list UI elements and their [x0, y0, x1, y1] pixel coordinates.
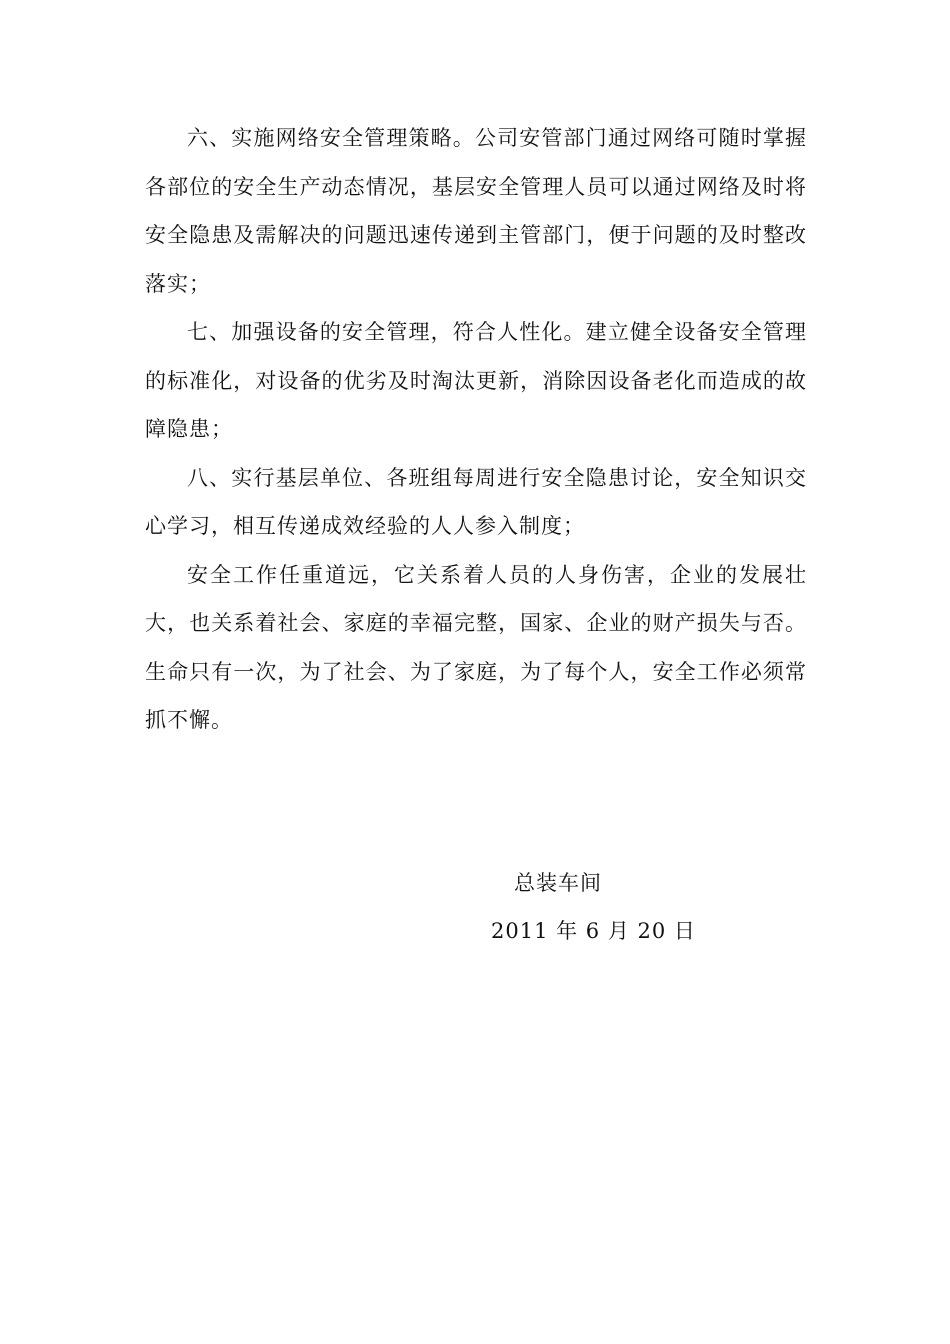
paragraph-item-eight: 八、实行基层单位、各班组每周进行安全隐患讨论，安全知识交心学习，相互传递成效经验的人人参入制度；	[145, 465, 807, 538]
document-body	[145, 114, 807, 745]
paragraph-item-six: 六、实施网络安全管理策略。公司安管部门通过网络可随时掌握各部位的安全生产动态情况，基层安全管理人员可以通过网络及时将安全隐患及需解决的问题迅速传递到主管部门，便于问题的及时整改落实；	[145, 126, 807, 296]
paragraph-conclusion: 安全工作任重道远，它关系着人员的人身伤害，企业的发展壮大，也关系着社会、家庭的幸福完整，国家、企业的财产损失与否。生命只有一次，为了社会、为了家庭，为了每个人，安全工作必须常抓不懈。	[145, 562, 807, 732]
signature-date: 2011 年 6 月 20 日	[491, 919, 696, 943]
signature-department: 总装车间	[514, 871, 602, 895]
paragraph-item-seven: 七、加强设备的安全管理，符合人性化。建立健全设备安全管理的标准化，对设备的优劣及时淘汰更新，消除因设备老化而造成的故障隐患；	[145, 320, 807, 441]
